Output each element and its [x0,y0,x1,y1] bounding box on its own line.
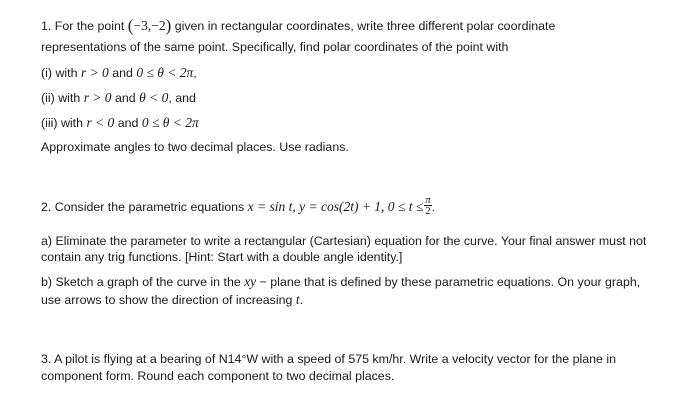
q1-case-ii [41,90,196,106]
q2-end: . [431,199,436,214]
case-ii-range: θ < 0 [139,90,169,105]
q2-part-a-text: a) Eliminate the parameter to write a rectangular (Cartesian) equation for the curve. Your final answer must not contain any trig functions. [Hint: Start with a double angle identity.] [41,234,647,264]
q1-prefix: 1. For the point [41,19,128,33]
case-ii-label: (ii) with [41,91,84,105]
part-b-line2-prefix: use arrows to show the direction of increasing [41,293,296,307]
q3-line1-text: 3. A pilot is flying at a bearing of N14°W with a speed of 575 km/hr. Write a velocity vector for the plane in [41,352,616,366]
case-i-label: (i) with [41,66,81,80]
part-b-var: t [295,292,300,307]
q3-line2-text: component form. Round each component to two decimal places. [41,369,395,383]
frac-numerator: π [425,194,431,206]
q1-case-iii [41,115,199,131]
frac-denominator: 2 [425,205,431,217]
q1-case-i [41,65,197,81]
open-paren: ( [127,16,134,35]
q2-equations: x = sin t, y = cos(2t) + 1, 0 ≤ t ≤ [247,198,424,214]
q2-fraction [424,195,432,216]
case-ii-math: r > 0 [83,90,112,105]
q1-instruction-text: Approximate angles to two decimal places. Use radians. [41,140,349,154]
q1-point: −3,−2 [133,18,166,33]
q1-line1 [41,17,555,34]
part-b-plane: xy [244,274,257,289]
case-iii-math: r < 0 [86,115,115,130]
part-b-end: . [299,293,304,307]
q2-part-b-line1 [41,274,640,290]
q3-line2 [41,369,394,384]
case-iii-label: (iii) with [41,116,87,130]
close-paren: ) [165,16,172,35]
case-i-and: and [108,66,137,80]
q2-line1 [41,194,436,218]
q3-line1 [41,352,616,367]
case-i-end: , [193,66,197,80]
q1-line2-text: representations of the same point. Specifically, find polar coordinates of the point with [41,40,509,54]
case-iii-range: 0 ≤ θ < 2π [141,115,199,130]
case-iii-and: and [114,116,142,130]
case-i-range: 0 ≤ θ < 2π [136,65,194,80]
q2-part-a [41,234,671,265]
q2-part-b-line2 [41,292,303,308]
q1-line2 [41,40,508,55]
q1-instruction [41,140,349,155]
part-b-mid: − plane that is defined by these parametric equations. On your graph, [256,275,641,289]
q2-prefix: 2. Consider the parametric equations [41,199,248,214]
case-i-math: r > 0 [80,65,109,80]
case-ii-end: , and [168,91,196,105]
q1-suffix: given in rectangular coordinates, write three different polar coordinate [171,19,556,33]
part-b-prefix: b) Sketch a graph of the curve in the [41,275,245,289]
case-ii-and: and [111,91,140,105]
